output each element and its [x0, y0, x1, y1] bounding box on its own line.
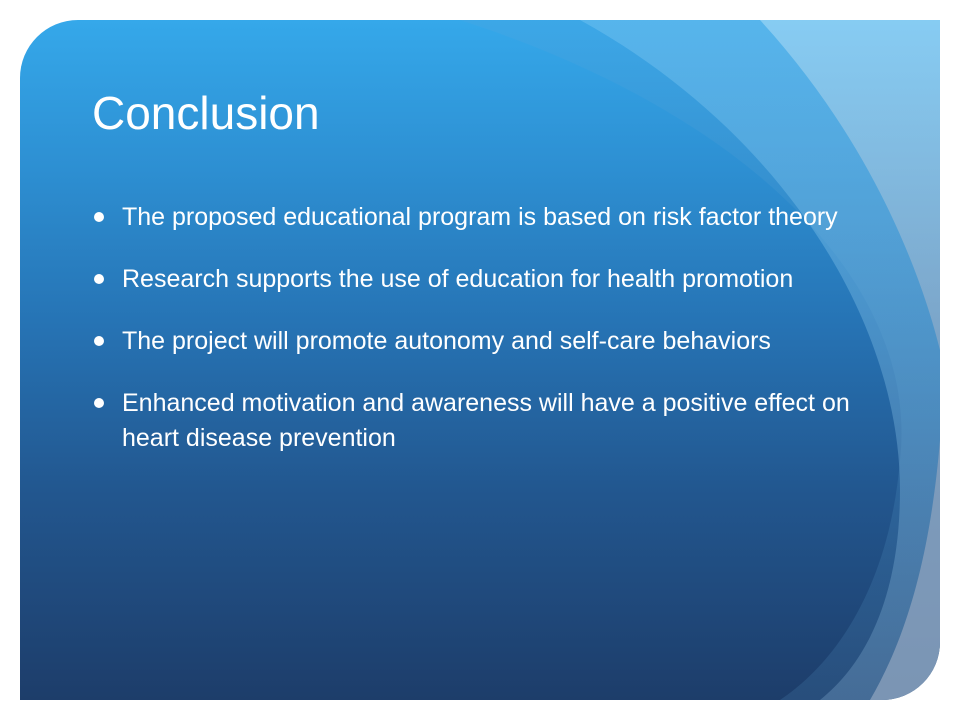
bullet-item — [92, 386, 892, 456]
bullet-text: Research supports the use of education for health promotion — [122, 265, 794, 293]
bullet-dot-icon — [94, 398, 104, 408]
slide — [20, 20, 940, 700]
bullet-item — [92, 200, 892, 235]
bullet-dot-icon — [94, 274, 104, 284]
bullet-item — [92, 262, 892, 297]
bullet-dot-icon — [94, 336, 104, 346]
bullet-item — [92, 324, 892, 359]
bullet-text: Enhanced motivation and awareness will have a positive effect on heart disease prevention — [122, 389, 850, 452]
bullet-text: The project will promote autonomy and self-care behaviors — [122, 327, 771, 355]
bullet-dot-icon — [94, 212, 104, 222]
bullet-list — [92, 200, 892, 483]
slide-title: Conclusion — [92, 87, 320, 139]
bullet-text: The proposed educational program is based on risk factor theory — [122, 203, 838, 231]
